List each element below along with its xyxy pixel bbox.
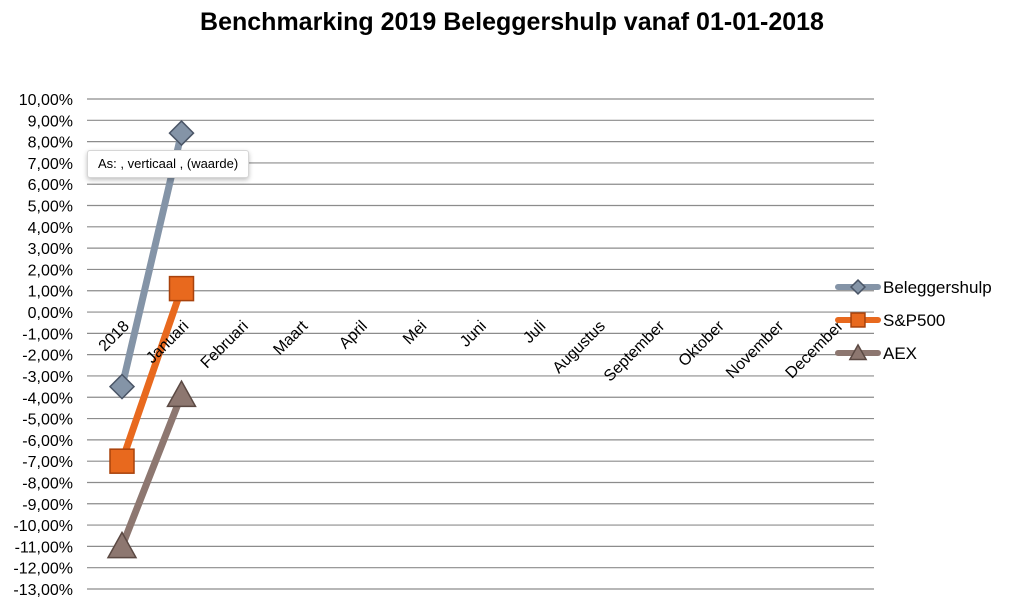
data-point-square[interactable] — [110, 449, 134, 473]
y-tick-label: 5,00% — [27, 198, 73, 216]
y-tick-label: -10,00% — [13, 518, 73, 536]
data-point-square[interactable] — [170, 277, 194, 301]
x-tick-label: Februari — [197, 317, 252, 372]
y-tick-label: -9,00% — [22, 496, 73, 514]
axis-tooltip: As: , verticaal , (waarde) — [87, 150, 249, 178]
y-tick-label: 0,00% — [27, 305, 73, 323]
x-tick-label: 2018 — [95, 317, 133, 355]
x-tick-label: Oktober — [675, 317, 728, 371]
y-tick-label: 4,00% — [27, 219, 73, 237]
x-tick-label: Januari — [143, 317, 193, 367]
y-tick-label: -8,00% — [22, 475, 73, 493]
y-tick-label: 10,00% — [18, 92, 73, 109]
y-tick-label: 8,00% — [27, 134, 73, 152]
y-tick-label: 3,00% — [27, 241, 73, 259]
y-tick-label: 6,00% — [27, 177, 73, 195]
legend-item[interactable] — [838, 311, 945, 330]
legend-marker-diamond — [851, 280, 865, 294]
y-tick-label: 9,00% — [27, 113, 73, 131]
y-tick-label: -13,00% — [13, 582, 73, 599]
legend-label: S&P500 — [883, 311, 946, 330]
y-tick-label: -2,00% — [22, 347, 73, 365]
y-tick-label: 1,00% — [27, 283, 73, 301]
series-line — [122, 289, 182, 462]
y-tick-label: -1,00% — [22, 326, 73, 344]
y-tick-label: -3,00% — [22, 368, 73, 386]
x-tick-label: Juli — [520, 317, 550, 347]
x-tick-label: April — [336, 317, 371, 353]
x-tick-label: Augustus — [549, 317, 609, 378]
x-tick-label: Mei — [400, 317, 431, 349]
x-tick-label: Juni — [457, 317, 490, 351]
x-tick-label: December — [782, 317, 847, 383]
y-tick-label: -5,00% — [22, 411, 73, 429]
y-tick-label: -7,00% — [22, 454, 73, 472]
y-tick-label: 7,00% — [27, 155, 73, 173]
y-tick-label: -4,00% — [22, 390, 73, 408]
legend[interactable] — [838, 278, 992, 363]
legend-item[interactable] — [838, 344, 917, 363]
chart-title: Benchmarking 2019 Beleggershulp vanaf 01-01-2018 — [200, 8, 824, 36]
legend-item[interactable] — [838, 278, 992, 297]
data-point-triangle[interactable] — [108, 532, 136, 557]
y-axis-ticks — [13, 92, 73, 599]
x-tick-label: Maart — [270, 317, 312, 359]
legend-label: Beleggershulp — [883, 278, 992, 297]
legend-label: AEX — [883, 344, 918, 363]
y-tick-label: 2,00% — [27, 262, 73, 280]
y-tick-label: -11,00% — [14, 539, 73, 557]
data-point-triangle[interactable] — [168, 381, 196, 406]
x-tick-label: November — [723, 317, 788, 383]
y-tick-label: -12,00% — [13, 560, 73, 578]
data-point-diamond[interactable] — [110, 375, 134, 399]
legend-marker-square — [851, 313, 865, 327]
x-tick-label: September — [600, 317, 669, 386]
y-tick-label: -6,00% — [22, 432, 73, 450]
x-axis-ticks — [96, 317, 848, 385]
